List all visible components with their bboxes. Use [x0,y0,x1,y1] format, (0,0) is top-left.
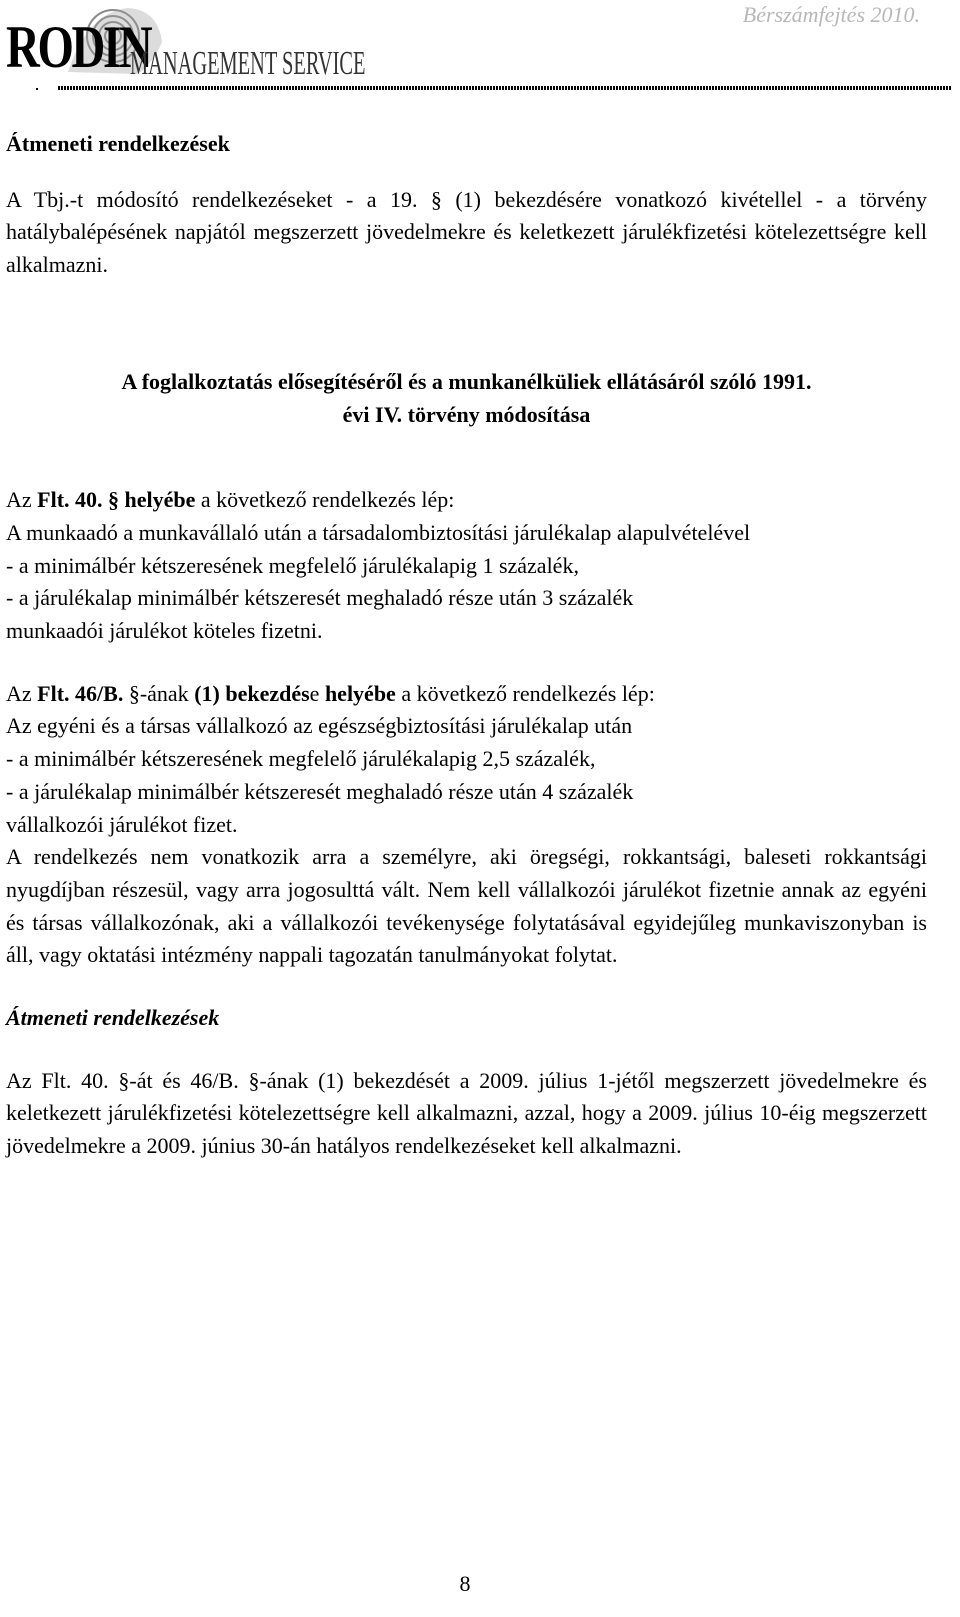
document-body [6,128,927,1163]
flt40-item-2: - a járulékalap minimálbér kétszeresét meghaladó része után 3 százalék [6,585,634,611]
flt40-item-1: - a minimálbér kétszeresének megfelelő járulékalapig 1 százalék, [6,552,579,578]
flt46b-item-2-cont: vállalkozói járulékot fizet. [6,811,238,837]
flt46b-intro [6,678,927,711]
flt40-intro [6,484,927,517]
header-divider [58,86,952,90]
flt40-item-2-cont: munkaadói járulékot köteles fizetni. [6,618,323,644]
flt-title-line-1: A foglalkoztatás elősegítéséről és a munkanélküliek ellátásáról szóló 1991. [121,368,812,394]
transitional-1-paragraph: A Tbj.-t módosító rendelkezéseket - a 19. § (1) bekezdésére vonatkozó kivétellel - a törvény hatálybalépésének napjától megszerzett jövedelmekre és keletkezett járulékfizetési kötelezettségre kell alkalmazni. [6,186,927,278]
logo-tagline: MANAGEMENT SERVICE [130,45,366,82]
transitional-2-paragraph: Az Flt. 40. §-át és 46/B. §-ának (1) bekezdését a 2009. július 1-jétől megszerzett jövedelmekre és keletkezett járulékfizetési kötelezettségre kell alkalmazni, azzal, hogy a 2009. július 10-éig megszerzett jövedelmekre a 2009. június 30-án hatályos rendelkezéseket kell alkalmazni. [6,1067,927,1159]
page-number: 8 [459,1571,471,1596]
flt46b-intro-ref: Flt. 46/B. [37,680,129,706]
flt-title-line-2: évi IV. törvény módosítása [342,401,591,427]
flt46b-intro-para: (1) bekezdés [194,680,310,706]
flt46b-exception: A rendelkezés nem vonatkozik arra a személyre, aki öregségi, rokkantsági, baleseti rokkantsági nyugdíjban részesül, vagy arra jogosulttá vált. Nem kell vállalkozói járulékot fizetnie annak az egyéni és társas vállalkozónak, aki a vállalkozói tevékenysége folytatásával egyidejűleg munkaviszonyban is áll, vagy oktatási intézmény nappali tagozatán tanulmányokat folytat. [6,844,927,968]
flt40-intro-ref: Flt. 40. § helyébe [37,487,196,513]
header-dot [36,88,38,90]
running-title: Bérszámfejtés 2010. [742,2,920,27]
section-heading-transitional-2: Átmeneti rendelkezések [6,1005,220,1031]
flt46b-text: Az egyéni és a társas vállalkozó az egészségbiztosítási járulékalap után [6,713,633,739]
flt40-text: A munkaadó a munkavállaló után a társadalombiztosítási járulékalap alapulvételével [6,519,751,545]
flt46b-intro-c: §-ának [128,680,195,706]
flt46b-intro-g: a következő rendelkezés lép: [395,680,655,706]
flt46b-item-1: - a minimálbér kétszeresének megfelelő járulékalapig 2,5 százalék, [6,746,596,772]
flt46b-item-2: - a járulékalap minimálbér kétszeresét meghaladó része után 4 százalék [6,778,634,804]
flt46b-intro-a: Az [6,680,38,706]
logo-wordmark: RODIN [6,14,151,80]
flt40-intro-a: Az [6,487,38,513]
section-heading-transitional-1: Átmeneti rendelkezések [6,131,230,156]
flt46b-intro-helyebe: helyébe [324,680,396,706]
flt46b-intro-e: e [309,680,325,706]
flt40-intro-c: a következő rendelkezés lép: [195,487,455,513]
page-header [0,0,960,100]
